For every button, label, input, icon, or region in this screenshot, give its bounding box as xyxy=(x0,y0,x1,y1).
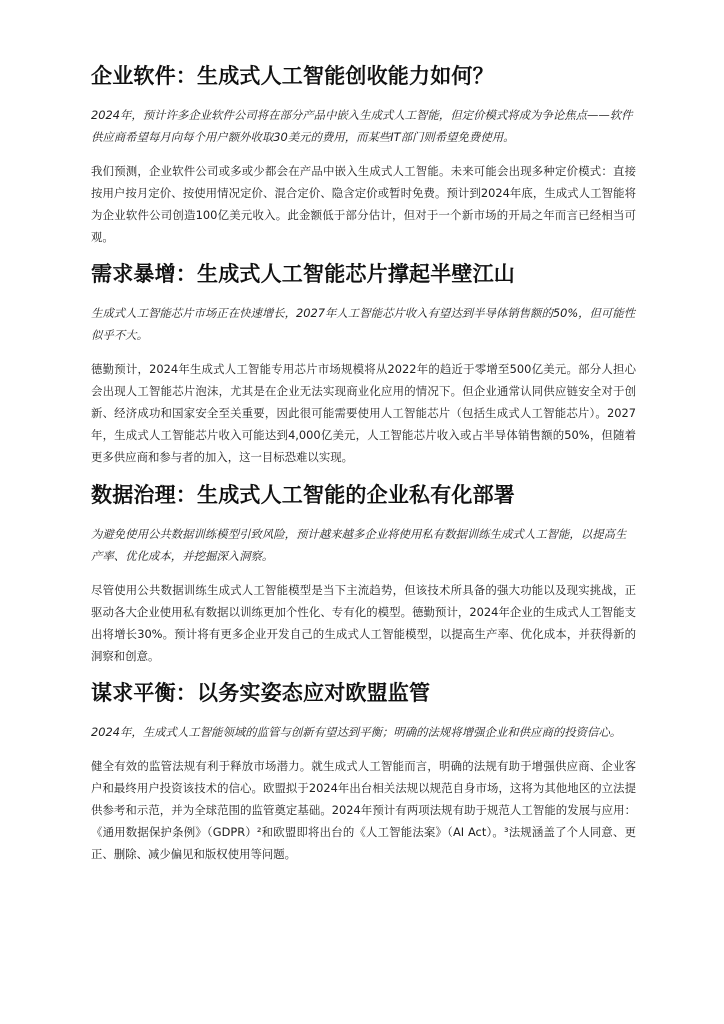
section-eu-regulation xyxy=(91,679,636,865)
section-body: 健全有效的监管法规有利于释放市场潜力。就生成式人工智能而言，明确的法规有助于增强供应商、企业客户和最终用户投资该技术的信心。欧盟拟于2024年出台相关法规以规范自身市场，这将为其他地区的立法提供参考和示范，并为全球范围的监管奠定基础。2024年预计有两项法规有助于规范人工智能的发展与应用：《通用数据保护条例》（GDPR）²和欧盟即将出台的《人工智能法案》（AI Act）。³法规涵盖了个人同意、更正、删除、减少偏见和版权使用等问题。 xyxy=(91,759,636,861)
section-heading: 企业软件：生成式人工智能创收能力如何？ xyxy=(91,64,494,88)
section-heading: 数据治理：生成式人工智能的企业私有化部署 xyxy=(91,483,515,507)
section-ai-chips xyxy=(91,260,636,468)
section-body: 德勤预计，2024年生成式人工智能专用芯片市场规模将从2022年的趋近于零增至500亿美元。部分人担心会出现人工智能芯片泡沫，尤其是在企业无法实现商业化应用的情况下。但企业通常认同供应链安全对于创新、经济成功和国家安全至关重要，因此很可能需要使用人工智能芯片（包括生成式人工智能芯片）。2027年，生成式人工智能芯片收入可能达到4,000亿美元，人工智能芯片收入或占半导体销售额的50%，但随着更多供应商和参与者的加入，这一目标恐难以实现。 xyxy=(91,362,636,464)
section-enterprise-software xyxy=(91,62,636,248)
section-lede: 为避免使用公共数据训练模型引致风险，预计越来越多企业将使用私有数据训练生成式人工智能，以提高生产率、优化成本，并挖掘深入洞察。 xyxy=(91,527,627,563)
section-lede: 2024年，预计许多企业软件公司将在部分产品中嵌入生成式人工智能，但定价模式将成为争论焦点——软件供应商希望每月向每个用户额外收取30美元的费用，而某些IT部门则希望免费使用。 xyxy=(91,108,633,144)
section-heading: 谋求平衡：以务实姿态应对欧盟监管 xyxy=(91,681,431,705)
section-lede: 生成式人工智能芯片市场正在快速增长，2027年人工智能芯片收入有望达到半导体销售额的50%，但可能性似乎不大。 xyxy=(91,306,636,342)
section-body: 尽管使用公共数据训练生成式人工智能模型是当下主流趋势，但该技术所具备的强大功能以及现实挑战，正驱动各大企业使用私有数据以训练更加个性化、专有化的模型。德勤预计，2024年企业的生成式人工智能支出将增长30%。预计将有更多企业开发自己的生成式人工智能模型，以提高生产率、优化成本，并获得新的洞察和创意。 xyxy=(91,583,636,663)
section-lede: 2024年，生成式人工智能领域的监管与创新有望达到平衡；明确的法规将增强企业和供应商的投资信心。 xyxy=(91,725,622,739)
section-body: 我们预测，企业软件公司或多或少都会在产品中嵌入生成式人工智能。未来可能会出现多种定价模式：直接按用户按月定价、按使用情况定价、混合定价、隐含定价或暂时免费。预计到2024年底，生成式人工智能将为企业软件公司创造100亿美元收入。此金额低于部分估计，但对于一个新市场的开局之年而言已经相当可观。 xyxy=(91,164,636,244)
section-heading: 需求暴增：生成式人工智能芯片撑起半壁江山 xyxy=(91,262,515,286)
section-data-governance xyxy=(91,481,636,667)
